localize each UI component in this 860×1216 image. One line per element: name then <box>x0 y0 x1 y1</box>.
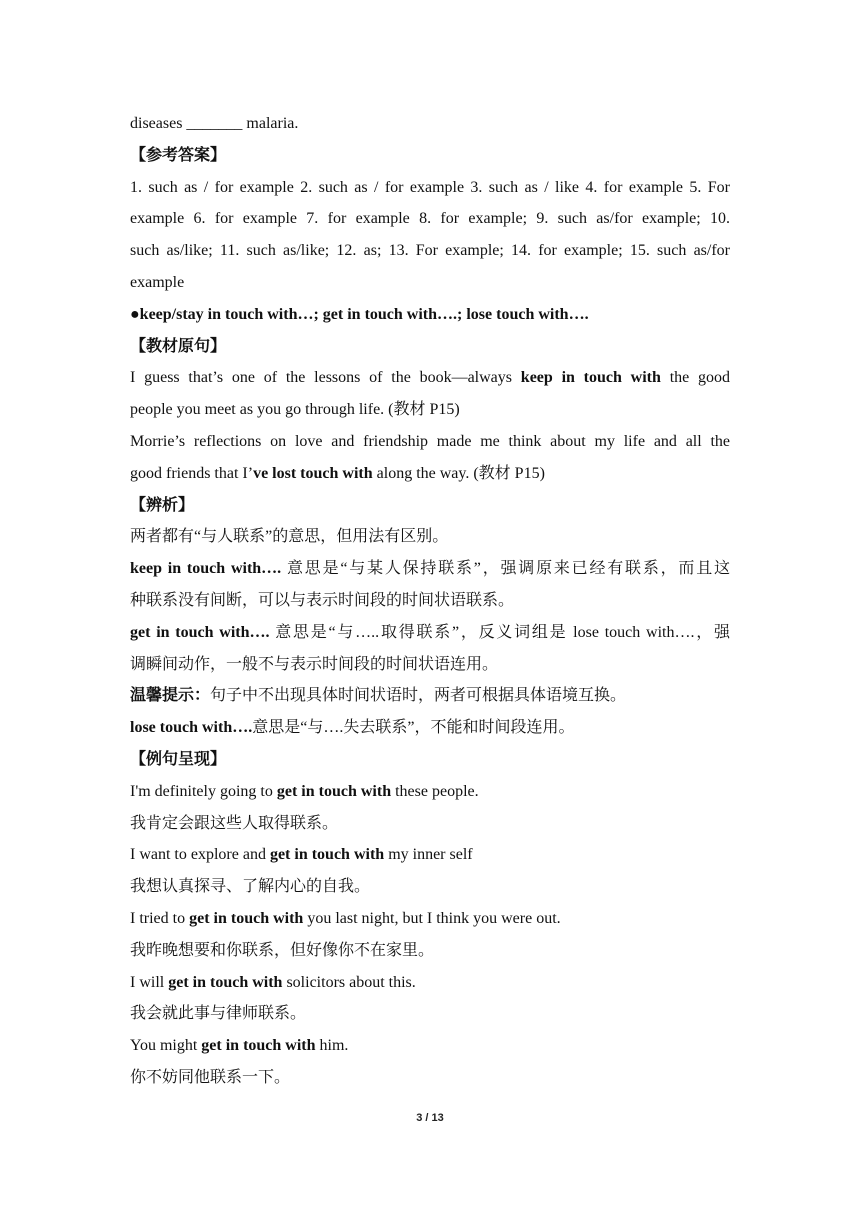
text-line: You might get in touch with him. <box>130 1037 349 1055</box>
text-line: 温馨提示：句子中不出现具体时间状语时，两者可根据具体语境互换。 <box>130 687 627 705</box>
text-line: 我会就此事与律师联系。 <box>130 1005 307 1023</box>
text-line: Morrie’s reflections on love and friendship made me think about my life and all the <box>130 432 730 450</box>
text-line: I'm definitely going to get in touch with these people. <box>130 782 479 800</box>
text-line: 1. such as / for example 2. such as / for example 3. such as / like 4. for example 5. For <box>130 178 730 196</box>
topic-heading: ●keep/stay in touch with…; get in touch with….; lose touch with…. <box>130 305 589 323</box>
text-line: such as/like; 11. such as/like; 12. as; 13. For example; 14. for example; 15. such as/for <box>130 242 730 260</box>
text-line: I want to explore and get in touch with my inner self <box>130 846 473 864</box>
text-line: 我想认真探寻、了解内心的自我。 <box>130 878 371 896</box>
text-line: I guess that’s one of the lessons of the book—always keep in touch with the good <box>130 369 730 387</box>
text-line: 种联系没有间断，可以与表示时间段的时间状语联系。 <box>130 591 515 609</box>
text-line: example 6. for example 7. for example 8. for example; 9. such as/for example; 10. <box>130 210 730 228</box>
text-line: keep in touch with…. 意思是“与某人保持联系”，强调原来已经有联系，而且这 <box>130 560 730 578</box>
text-line: lose touch with….意思是“与….失去联系”，不能和时间段连用。 <box>130 719 575 737</box>
text-line: diseases _______ malaria. <box>130 115 299 132</box>
text-line: 两者都有“与人联系”的意思，但用法有区别。 <box>130 528 449 546</box>
page-number: 3 / 13 <box>416 1112 444 1124</box>
text-line: I tried to get in touch with you last night, but I think you were out. <box>130 909 561 927</box>
text-line: people you meet as you go through life. (教材 P15) <box>130 401 460 419</box>
text-line: get in touch with…. 意思是“与…..取得联系”，反义词组是 lose touch with….，强 <box>130 623 730 641</box>
text-line: good friends that I’ve lost touch with along the way. (教材 P15) <box>130 464 545 482</box>
text-line: 调瞬间动作，一般不与表示时间段的时间状语连用。 <box>130 655 499 673</box>
section-heading-textbook: 【教材原句】 <box>130 337 227 355</box>
section-heading-answers: 【参考答案】 <box>130 146 227 164</box>
text-line: 我肯定会跟这些人取得联系。 <box>130 814 339 832</box>
section-heading-analysis: 【辨析】 <box>130 496 195 514</box>
text-line: I will get in touch with solicitors about this. <box>130 973 416 991</box>
document-page <box>130 108 730 1094</box>
text-line: example <box>130 273 185 291</box>
text-line: 我昨晚想要和你联系，但好像你不在家里。 <box>130 941 435 959</box>
section-heading-examples: 【例句呈现】 <box>130 750 227 768</box>
text-line: 你不妨同他联系一下。 <box>130 1068 291 1086</box>
